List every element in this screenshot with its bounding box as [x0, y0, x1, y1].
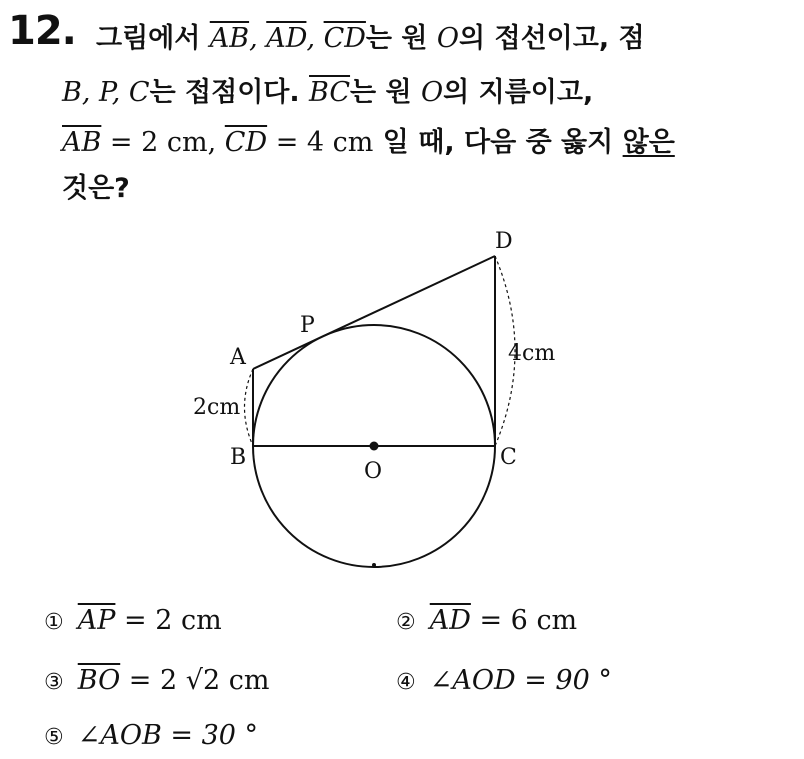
question-number: 12. — [8, 8, 76, 54]
choice-number: ② — [396, 610, 416, 635]
text: 의 접선이고, 점 — [459, 23, 645, 54]
choice-2[interactable] — [396, 605, 577, 636]
segment-ad: $\overline{AD}$ — [266, 23, 307, 54]
segment-ab: $\overline{AB}$ — [209, 23, 250, 54]
label-o: O — [364, 459, 383, 484]
label-p: P — [300, 313, 315, 338]
comma: , — [249, 23, 267, 54]
circle-o: O — [436, 23, 460, 54]
comma: , — [81, 77, 100, 108]
label-c: C — [500, 445, 517, 470]
segment-ab: $\overline{AB}$ — [62, 127, 102, 158]
choice-number: ① — [44, 610, 64, 635]
choice-value: = 2 cm — [115, 605, 222, 636]
comma: , — [306, 23, 324, 54]
segment-ad: $\overline{AD}$ — [429, 605, 471, 636]
question-line-4: 것은? — [62, 173, 130, 204]
segment-bo: $\overline{BO}$ — [77, 665, 121, 696]
label-d: D — [495, 229, 513, 254]
text: 는 원 — [350, 77, 422, 108]
length-ab-label: 2cm — [193, 395, 241, 420]
point-c: C — [128, 77, 150, 108]
label-b: B — [230, 445, 247, 470]
segment-cd: $\overline{CD}$ — [224, 127, 268, 158]
point-p: P — [99, 77, 112, 108]
text: 일 때, 다음 중 옳지 — [373, 127, 623, 158]
choice-number: ③ — [44, 670, 64, 695]
label-a: A — [230, 345, 246, 370]
segment-bc: $\overline{BC}$ — [309, 77, 351, 108]
segment-ap: $\overline{AP}$ — [77, 605, 116, 636]
comma: , — [111, 77, 129, 108]
text: 그림에서 — [96, 23, 210, 54]
text: 의 지름이고, — [443, 77, 594, 108]
choice-value: ∠AOD = 90 ° — [429, 665, 612, 696]
choice-value: = 6 cm — [470, 605, 578, 636]
choice-4[interactable] — [396, 665, 612, 696]
choice-number: ⑤ — [44, 725, 64, 750]
choice-5[interactable] — [44, 720, 258, 751]
choice-number: ④ — [396, 670, 416, 695]
dimension-arc-ab — [245, 369, 254, 446]
choice-value: ∠AOB = 30 ° — [77, 720, 259, 751]
emphasis-not: 않은 — [622, 127, 675, 158]
choice-3[interactable] — [44, 665, 269, 696]
choice-value: = 2 √2 cm — [120, 665, 270, 696]
length-cd-label: 4cm — [508, 341, 556, 366]
text: 는 접점이다. — [149, 77, 310, 108]
center-dot — [370, 442, 379, 451]
segment-cd: $\overline{CD}$ — [323, 23, 366, 54]
equation: = 4 cm — [267, 127, 374, 158]
choice-1[interactable] — [44, 605, 222, 636]
equation: = 2 cm, — [101, 127, 225, 158]
circle-mark — [372, 563, 376, 567]
tangent-ad — [253, 256, 495, 369]
text: 는 원 — [365, 23, 437, 54]
circle-o: O — [421, 77, 444, 108]
point-b: B — [62, 77, 82, 108]
